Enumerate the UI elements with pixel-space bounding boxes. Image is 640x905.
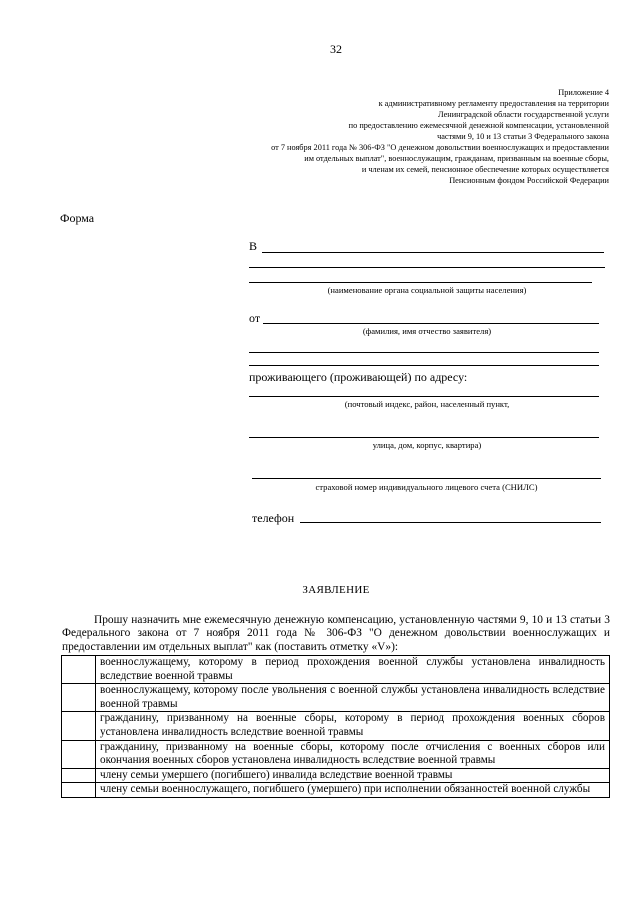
postal-caption: (почтовый индекс, район, населенный пункт,	[344, 399, 510, 409]
option-row	[62, 712, 610, 740]
request-text: Прошу назначить мне ежемесячную денежную компенсацию, установленную частями 9, 10 и 13 статьи 3 Федерального закона от 7 ноября 2011 года № 306-ФЗ "О денежном довольствии военнослужащих и предоставлении им отдельных выплат" как (поставить отметку «V»):	[62, 614, 610, 653]
option-text: члену семьи умершего (погибшего) инвалида вследствие военной травмы	[96, 768, 610, 783]
appendix-line: от 7 ноября 2011 года № 306-ФЗ "О денежном довольствии военнослужащих и предоставлении	[271, 143, 609, 152]
authority-line-2[interactable]	[249, 267, 605, 268]
appendix-line: Приложение 4	[558, 88, 609, 97]
option-text: гражданину, призванному на военные сборы, которому в период прохождения военных сборов установлена инвалидность вследствие военной травмы	[96, 712, 610, 740]
address-label: проживающего (проживающей) по адресу:	[249, 370, 468, 384]
authority-line-1[interactable]	[262, 252, 604, 253]
request-paragraph	[62, 614, 610, 654]
snils-line[interactable]	[252, 478, 601, 479]
appendix-header	[169, 87, 609, 186]
option-text: военнослужащему, которому после увольнения с военной службы установлена инвалидность вследствие военной травмы	[96, 684, 610, 712]
name-line-3[interactable]	[249, 365, 599, 366]
option-row	[62, 740, 610, 768]
name-line-2[interactable]	[249, 352, 599, 353]
snils-caption: страховой номер индивидуального лицевого счета (СНИЛС)	[315, 482, 538, 492]
option-text: члену семьи военнослужащего, погибшего (умершего) при исполнении обязанностей военной службы	[96, 783, 610, 798]
form-label: Форма	[60, 211, 95, 225]
appendix-line: к административному регламенту предоставления на территории	[378, 99, 609, 108]
appendix-line: по предоставлению ежемесячной денежной компенсации, установленной	[348, 121, 609, 130]
street-line[interactable]	[249, 437, 599, 438]
authority-line-3[interactable]	[249, 282, 592, 283]
option-text: военнослужащему, которому в период прохождения военной службы установлена инвалидность вследствие военной травмы	[96, 656, 610, 684]
option-text: гражданину, призванному на военные сборы, которому после отчисления с военных сборов или окончания военных сборов установлена инвалидность вследствие военной травмы	[96, 740, 610, 768]
phone-label: телефон	[252, 511, 295, 525]
option-checkbox-4[interactable]	[62, 740, 96, 768]
appendix-line: частями 9, 10 и 13 статьи 3 Федерального закона	[437, 132, 609, 141]
page-number: 32	[330, 42, 342, 56]
option-checkbox-2[interactable]	[62, 684, 96, 712]
option-row	[62, 768, 610, 783]
to-label: В	[249, 239, 258, 253]
option-checkbox-3[interactable]	[62, 712, 96, 740]
option-checkbox-5[interactable]	[62, 768, 96, 783]
name-line-1[interactable]	[263, 323, 599, 324]
option-row	[62, 783, 610, 798]
phone-line[interactable]	[300, 522, 601, 523]
option-checkbox-1[interactable]	[62, 656, 96, 684]
appendix-line: Пенсионным фондом Российской Федерации	[449, 176, 609, 185]
option-row	[62, 656, 610, 684]
postal-line[interactable]	[249, 396, 599, 397]
appendix-line: и членам их семей, пенсионное обеспечение которых осуществляется	[361, 165, 609, 174]
options-table	[61, 655, 610, 798]
option-checkbox-6[interactable]	[62, 783, 96, 798]
option-row	[62, 684, 610, 712]
appendix-line: Ленинградской области государственной услуги	[438, 110, 609, 119]
authority-caption: (наименование органа социальной защиты населения)	[327, 285, 527, 295]
street-caption: улица, дом, корпус, квартира)	[372, 440, 482, 450]
document-title: ЗАЯВЛЕНИЕ	[302, 584, 370, 596]
name-caption: (фамилия, имя отчество заявителя)	[362, 326, 492, 336]
appendix-line: им отдельных выплат", военнослужащим, гражданам, призванным на военные сборы,	[304, 154, 609, 163]
from-label: от	[249, 311, 261, 325]
